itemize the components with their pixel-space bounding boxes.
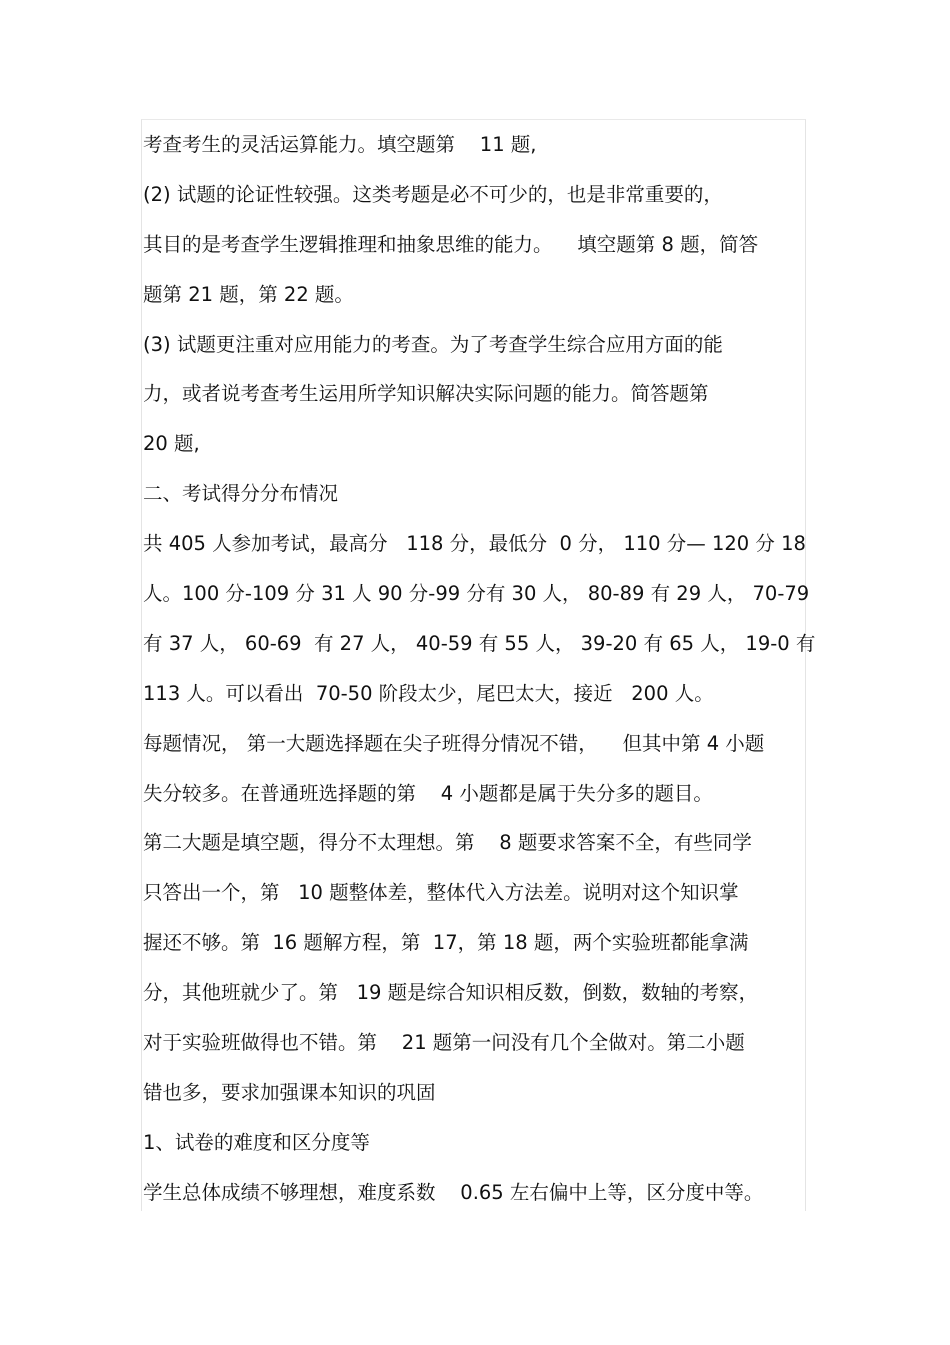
text-line: 人。100 分-109 分 31 人 90 分-99 分有 30 人， 80-89 有 29 人， 70-79	[143, 582, 810, 606]
text-line: 只答出一个，第 10 题整体差，整体代入方法差。说明对这个知识掌	[143, 881, 739, 905]
text-line: 力，或者说考查考生运用所学知识解决实际问题的能力。简答题第	[143, 382, 709, 406]
text-line: 学生总体成绩不够理想，难度系数 0.65 左右偏中上等，区分度中等。	[143, 1180, 764, 1204]
text-line: (2) 试题的论证性较强。这类考题是必不可少的，也是非常重要的，	[143, 182, 723, 206]
text-line: 有 37 人， 60-69 有 27 人， 40-59 有 55 人， 39-20 有 65 人， 19-0 有	[143, 631, 816, 655]
text-line: 其目的是考查学生逻辑推理和抽象思维的能力。 填空题第 8 题，简答	[143, 232, 759, 256]
text-line: 20 题,	[143, 432, 200, 456]
text-line: 考查考生的灵活运算能力。填空题第 11 题,	[143, 133, 537, 156]
text-line: 共 405 人参加考试，最高分 118 分，最低分 0 分， 110 分— 120 分 18	[143, 532, 806, 556]
text-line: 第二大题是填空题，得分不太理想。第 8 题要求答案不全，有些同学	[143, 831, 752, 855]
section-heading: 1、试卷的难度和区分度等	[143, 1130, 370, 1154]
text-line: 对于实验班做得也不错。第 21 题第一问没有几个全做对。第二小题	[143, 1031, 745, 1055]
text-line: 题第 21 题，第 22 题。	[143, 282, 354, 306]
text-line: 每题情况， 第一大题选择题在尖子班得分情况不错， 但其中第 4 小题	[143, 731, 765, 755]
section-heading: 二、考试得分分布情况	[143, 482, 339, 506]
text-line: 113 人。可以看出 70-50 阶段太少，尾巴太大，接近 200 人。	[143, 681, 714, 705]
text-line: 分，其他班就少了。第 19 题是综合知识相反数，倒数，数轴的考察，	[143, 981, 759, 1005]
text-line: 失分较多。在普通班选择题的第 4 小题都是属于失分多的题目。	[143, 781, 713, 805]
text-line: 错也多，要求加强课本知识的巩固	[143, 1080, 436, 1104]
text-line: 握还不够。第 16 题解方程，第 17，第 18 题，两个实验班都能拿满	[143, 931, 749, 955]
document-body	[143, 120, 816, 1218]
text-line: (3) 试题更注重对应用能力的考查。为了考查学生综合应用方面的能	[143, 332, 723, 356]
